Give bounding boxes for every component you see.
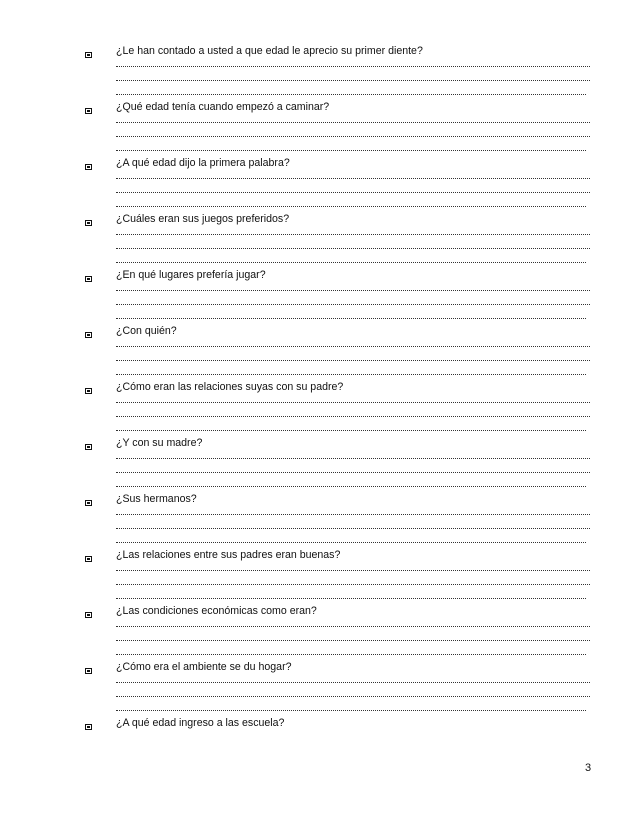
answer-line <box>116 66 590 68</box>
answer-line <box>116 654 586 656</box>
question-item <box>0 492 638 548</box>
square-bullet-icon <box>85 276 92 282</box>
answer-line <box>116 290 590 292</box>
answer-line <box>116 94 586 96</box>
answer-line <box>116 136 590 138</box>
question-text: ¿Con quién? <box>116 325 177 337</box>
question-text: ¿Las relaciones entre sus padres eran buenas? <box>116 549 341 561</box>
answer-line <box>116 206 586 208</box>
answer-line <box>116 570 590 572</box>
question-item <box>0 156 638 212</box>
answer-line <box>116 346 590 348</box>
answer-line <box>116 318 586 320</box>
question-item <box>0 324 638 380</box>
question-item <box>0 716 638 772</box>
answer-line <box>116 598 586 600</box>
question-item <box>0 660 638 716</box>
square-bullet-icon <box>85 612 92 618</box>
question-text: ¿Cómo era el ambiente se du hogar? <box>116 661 292 673</box>
question-text: ¿Las condiciones económicas como eran? <box>116 605 317 617</box>
square-bullet-icon <box>85 52 92 58</box>
square-bullet-icon <box>85 220 92 226</box>
square-bullet-icon <box>85 500 92 506</box>
question-item <box>0 380 638 436</box>
answer-line <box>116 472 590 474</box>
square-bullet-icon <box>85 556 92 562</box>
question-text: ¿En qué lugares prefería jugar? <box>116 269 266 281</box>
answer-line <box>116 304 590 306</box>
answer-line <box>116 640 590 642</box>
answer-line <box>116 122 590 124</box>
square-bullet-icon <box>85 668 92 674</box>
answer-line <box>116 374 586 376</box>
answer-line <box>116 402 590 404</box>
question-item <box>0 436 638 492</box>
answer-line <box>116 682 590 684</box>
answer-line <box>116 178 590 180</box>
answer-line <box>116 528 590 530</box>
question-text: ¿Le han contado a usted a que edad le aprecio su primer diente? <box>116 45 423 57</box>
answer-line <box>116 80 590 82</box>
question-text: ¿Cómo eran las relaciones suyas con su padre? <box>116 381 344 393</box>
question-item <box>0 268 638 324</box>
question-item <box>0 604 638 660</box>
question-text: ¿A qué edad ingreso a las escuela? <box>116 717 285 729</box>
answer-line <box>116 710 586 712</box>
question-item <box>0 100 638 156</box>
page-number: 3 <box>585 762 592 774</box>
square-bullet-icon <box>85 388 92 394</box>
answer-line <box>116 584 590 586</box>
answer-line <box>116 262 586 264</box>
answer-line <box>116 150 586 152</box>
answer-line <box>116 696 590 698</box>
square-bullet-icon <box>85 444 92 450</box>
square-bullet-icon <box>85 724 92 730</box>
answer-line <box>116 416 590 418</box>
question-text: ¿Cuáles eran sus juegos preferidos? <box>116 213 290 225</box>
answer-line <box>116 486 586 488</box>
answer-line <box>116 248 590 250</box>
answer-line <box>116 430 586 432</box>
question-text: ¿Y con su madre? <box>116 437 203 449</box>
answer-line <box>116 234 590 236</box>
answer-line <box>116 360 590 362</box>
square-bullet-icon <box>85 332 92 338</box>
question-item <box>0 44 638 100</box>
answer-line <box>116 626 590 628</box>
answer-line <box>116 458 590 460</box>
question-item <box>0 548 638 604</box>
question-text: ¿Qué edad tenía cuando empezó a caminar? <box>116 101 330 113</box>
answer-line <box>116 542 586 544</box>
answer-line <box>116 514 590 516</box>
square-bullet-icon <box>85 108 92 114</box>
question-item <box>0 212 638 268</box>
answer-line <box>116 192 590 194</box>
question-text: ¿A qué edad dijo la primera palabra? <box>116 157 290 169</box>
square-bullet-icon <box>85 164 92 170</box>
question-text: ¿Sus hermanos? <box>116 493 197 505</box>
